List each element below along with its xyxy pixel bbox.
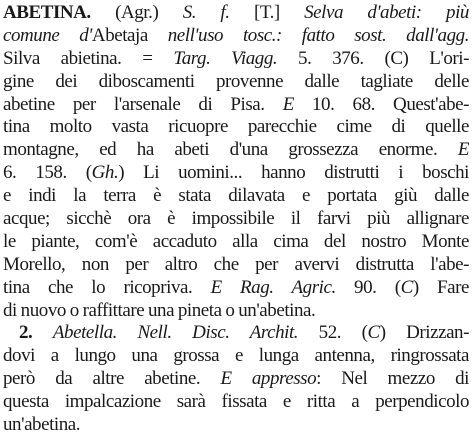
- text-segment: Morello, non per altro che per avervi distrutta l'abe-: [3, 253, 469, 275]
- entry-line-8: [3, 162, 469, 185]
- text-segment: (Agr.): [90, 2, 183, 23]
- italic-segment: Gh.: [91, 162, 119, 184]
- entry-line-10: [3, 208, 469, 231]
- text-segment: abetine per l'arsenale di Pisa.: [3, 93, 283, 115]
- text-segment: ) Fare: [412, 276, 469, 298]
- text-segment: 10. 68. Quest'abe-: [293, 93, 469, 115]
- text-segment: montagne, ed ha abeti d'una grossezza enorme.: [3, 139, 458, 161]
- text-segment: dovi a lungo una grossa e lunga antenna, ringrossata: [3, 345, 469, 367]
- italic-segment: comune d': [3, 24, 92, 46]
- italic-segment: E appresso: [220, 368, 317, 390]
- text-segment: [T.]: [229, 2, 305, 23]
- italic-segment: C: [400, 276, 413, 298]
- dictionary-page: [3, 2, 469, 436]
- entry-line-7: [3, 139, 469, 162]
- entry-line-3: [3, 48, 469, 71]
- sense2-line-4: [3, 391, 469, 414]
- entry-line-9: [3, 185, 469, 208]
- sense2-line-5: [3, 414, 469, 437]
- sense2-line-1: [3, 322, 469, 345]
- entry-line-13: [3, 277, 469, 300]
- text-segment: tina che lo ricopriva.: [3, 276, 211, 298]
- text-segment: 90. (: [335, 276, 401, 298]
- sense2-line-3: [3, 368, 469, 391]
- text-segment: e indi la terra è stata dilavata e portata giù dalle: [3, 185, 469, 207]
- sense-number: 2.: [19, 322, 53, 344]
- text-segment: però da altre abetine.: [3, 368, 221, 390]
- italic-segment: S. f.: [182, 2, 230, 23]
- text-segment: 6. 158. (: [3, 162, 92, 184]
- text-segment: questa impalcazione sarà fissata e ritta a perpendicolo: [3, 391, 469, 413]
- text-segment: le piante, com'è accaduto alla cima del nostro Monte: [3, 230, 469, 252]
- italic-segment: E: [282, 93, 294, 115]
- entry-abetina: [3, 2, 469, 322]
- entry-line-11: [3, 231, 469, 254]
- entry-line-6: [3, 116, 469, 139]
- italic-segment: Selva d'abeti: più: [304, 2, 469, 23]
- italic-segment: E: [457, 139, 469, 161]
- text-segment: gine dei diboscamenti provenne dalle tagliate delle: [3, 70, 469, 92]
- text-segment: Silva abietina. =: [3, 47, 174, 69]
- text-segment: di nuovo o raffittare una pineta o un'abetina.: [3, 299, 316, 321]
- sense2-line-2: [3, 345, 469, 368]
- italic-segment: C: [367, 322, 380, 344]
- text-segment: : Nel mezzo di: [316, 368, 469, 390]
- entry-line-4: [3, 71, 469, 94]
- entry-line-5: [3, 94, 469, 117]
- text-segment: 5. 376. (C) L'ori-: [277, 47, 469, 69]
- entry-line-12: [3, 254, 469, 277]
- italic-segment: Targ. Viagg.: [173, 47, 278, 69]
- text-segment: un'abetina.: [3, 414, 81, 436]
- italic-segment: E Rag. Agric.: [210, 276, 336, 298]
- text-segment: tina molto vasta ricuopre parecchie cime di quelle: [3, 116, 469, 138]
- entry-line-14: [3, 300, 469, 323]
- sense-2-abetella: [3, 322, 469, 436]
- text-segment: 52. (: [298, 322, 368, 344]
- text-segment: ) Li uomini... hanno distrutti i boschi: [118, 162, 469, 184]
- italic-segment: nell'uso tosc.: fatto sost. dall'agg.: [147, 24, 469, 46]
- entry-line-1: [3, 2, 469, 25]
- italic-segment: Abetella. Nell. Disc. Archit.: [52, 322, 299, 344]
- entry-line-2: [3, 25, 469, 48]
- text-segment: Abetaja: [91, 24, 148, 46]
- text-segment: ) Drizzan-: [379, 322, 469, 344]
- text-segment: acque; sicchè ora è impossibile il farvi più allignare: [3, 208, 469, 230]
- headword: ABETINA.: [3, 2, 91, 23]
